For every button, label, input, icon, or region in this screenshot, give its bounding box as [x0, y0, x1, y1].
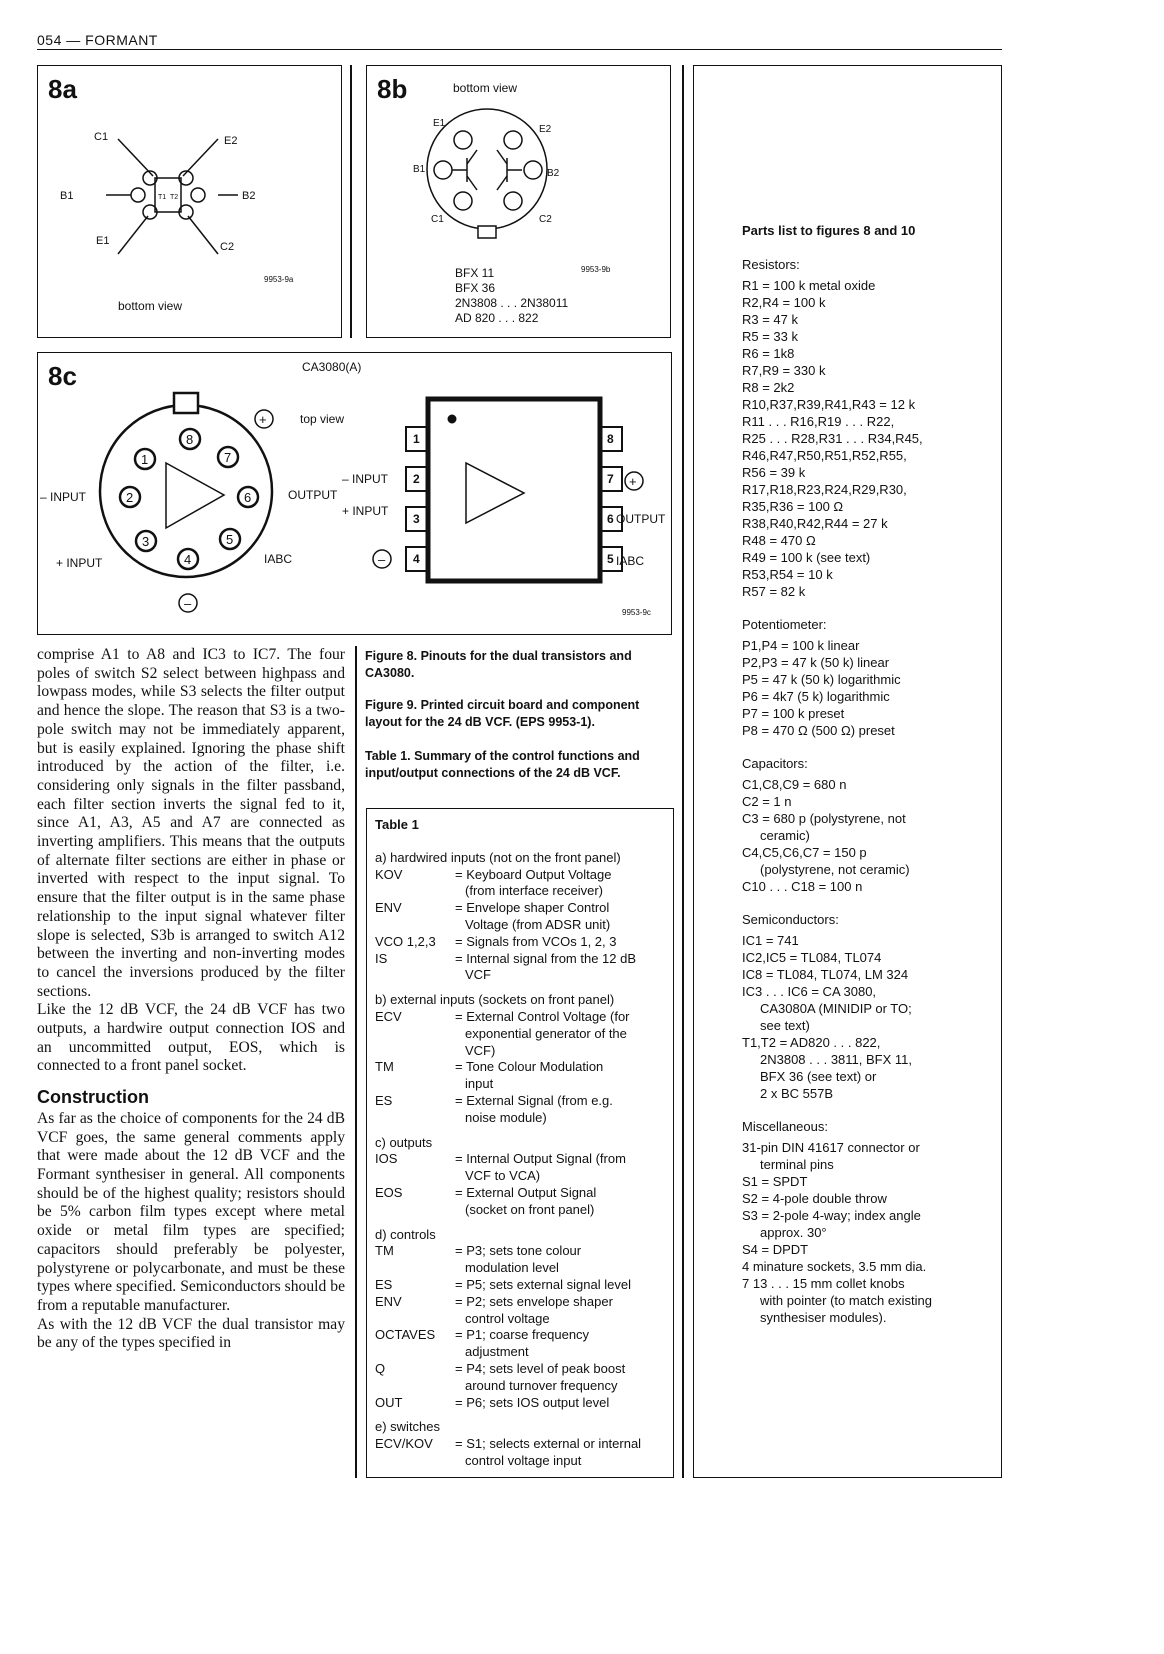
table-section-heading: d) controls: [375, 1226, 436, 1242]
parts-item: IC3 . . . IC6 = CA 3080, CA3080A (MINIDIP or TO; see text): [742, 984, 912, 1033]
parts-item: P5 = 47 k (50 k) logarithmic: [742, 672, 901, 687]
parts-group-heading: Capacitors:: [742, 756, 808, 771]
table-row: [375, 934, 665, 951]
table-row-key: ES: [375, 1276, 393, 1292]
parts-item: R17,R18,R23,R24,R29,R30,: [742, 482, 907, 497]
type-list-item: AD 820 . . . 822: [455, 311, 539, 325]
parts-item: 7 13 . . . 15 mm collet knobs with pointer (to match existing synthesiser modules).: [742, 1276, 932, 1325]
parts-item: R48 = 470 Ω: [742, 533, 816, 548]
table-section: [375, 992, 665, 1126]
parts-group-heading: Potentiometer:: [742, 617, 827, 632]
table-row-value: = Keyboard Output Voltage (from interface receiver): [455, 866, 612, 899]
dip-plus-input-label: + INPUT: [342, 504, 389, 518]
figure-code: 9953-9c: [622, 608, 651, 617]
parts-group-heading: Miscellaneous:: [742, 1119, 828, 1134]
table-row-value: = Internal signal from the 12 dB VCF: [455, 950, 637, 983]
table-row-key: ENV: [375, 900, 402, 916]
table-row: [375, 1395, 665, 1412]
parts-group-heading: Resistors:: [742, 257, 800, 272]
table-row-value: = S1; selects external or internal control voltage input: [455, 1436, 642, 1468]
pin-e2-label: E2: [224, 135, 238, 147]
pin-number: 8: [186, 432, 194, 447]
parts-group: [742, 911, 1002, 1102]
parts-item: R6 = 1k8: [742, 346, 795, 361]
dip-pin-number: 8: [607, 432, 614, 446]
parts-item: S4 = DPDT: [742, 1242, 809, 1257]
dip-iabc-label: IABC: [616, 554, 645, 568]
plus-sign: +: [629, 474, 637, 489]
table-row-value: = Envelope shaper Control Voltage (from ADSR unit): [455, 900, 611, 932]
table-row-value: = P5; sets external signal level: [455, 1276, 631, 1292]
parts-item: R1 = 100 k metal oxide: [742, 278, 876, 293]
parts-item: R38,R40,R42,R44 = 27 k: [742, 516, 888, 531]
figure-code: 9953-9a: [264, 275, 294, 284]
pin-number: 1: [141, 452, 149, 467]
table-row: [375, 1327, 665, 1361]
table-row-value: = P2; sets envelope shaper control voltage: [455, 1293, 613, 1326]
figure-8-caption: Figure 8. Pinouts for the dual transistors and CA3080.: [365, 649, 632, 680]
parts-item: R49 = 100 k (see text): [742, 550, 871, 565]
table-row-key: EOS: [375, 1184, 403, 1200]
figure-8a-drawing: [38, 66, 340, 336]
article-body: [37, 646, 345, 1353]
view-label: bottom view: [453, 81, 518, 95]
plus-sign: +: [259, 412, 267, 427]
page-header: 054 — FORMANT: [37, 32, 158, 48]
table-row-key: TM: [375, 1243, 394, 1259]
table-section: [375, 1419, 665, 1469]
pin-e1-label: E1: [96, 235, 110, 247]
paragraph: As far as the choice of components for the 24 dB VCF goes, the same general comments apply that were made about the 12 dB VCF and the Formant synthesiser in general. All components should be of the highest quality; resistors should be 5% carbon film types except where metal oxide or metal film types are specified; capacitors should preferably be polyester, polystyrene or polycarbonate, and must be these types where specified. Semiconductors should be from a reputable manufacturer.: [37, 1109, 345, 1314]
dip-pin-number: 5: [607, 552, 614, 566]
type-list-item: BFX 11: [455, 266, 495, 280]
parts-item: P8 = 470 Ω (500 Ω) preset: [742, 723, 895, 738]
type-list-item: 2N3808 . . . 2N38011: [455, 296, 569, 310]
minus-sign: –: [184, 596, 192, 611]
pin-e1-label: E1: [433, 118, 446, 129]
column-divider: [350, 65, 352, 338]
dip-pin-number: 4: [413, 552, 420, 566]
table-row: [375, 1436, 665, 1470]
table-row: [375, 1151, 665, 1185]
table-row-value: = External Control Voltage (for exponential generator of the VCF): [455, 1008, 630, 1058]
parts-item: S3 = 2-pole 4-way; index angle approx. 30°: [742, 1208, 921, 1240]
pin-number: 7: [224, 450, 232, 465]
parts-item: 31-pin DIN 41617 connector or terminal pins: [742, 1140, 920, 1172]
parts-item: C4,C5,C6,C7 = 150 p (polystyrene, not ceramic): [742, 845, 910, 877]
table-row-key: ECV: [375, 1008, 402, 1024]
table-row-key: ENV: [375, 1293, 402, 1309]
table-row-value: = Tone Colour Modulation input: [455, 1059, 604, 1092]
section-heading: Construction: [37, 1087, 149, 1108]
parts-item: R10,R37,R39,R41,R43 = 12 k: [742, 397, 916, 412]
table-row-value: = P3; sets tone colour modulation level: [455, 1243, 582, 1276]
table-row-value: = External Output Signal (socket on front panel): [455, 1184, 597, 1217]
dip-pin-number: 3: [413, 512, 420, 526]
parts-list: [742, 222, 1002, 1342]
table-row: [375, 1059, 665, 1093]
dip-minus-input-label: – INPUT: [342, 472, 389, 486]
table-row-value: = External Signal (from e.g. noise module): [455, 1092, 613, 1125]
parts-item: R56 = 39 k: [742, 465, 806, 480]
minus-sign: –: [378, 552, 386, 567]
parts-item: C1,C8,C9 = 680 n: [742, 777, 847, 792]
parts-item: P6 = 4k7 (5 k) logarithmic: [742, 689, 890, 704]
pin-number: 6: [244, 490, 252, 505]
parts-item: IC8 = TL084, TL074, LM 324: [742, 967, 909, 982]
parts-item: R57 = 82 k: [742, 584, 806, 599]
pin-number: 3: [142, 534, 150, 549]
dip-pin-number: 1: [413, 432, 420, 446]
figure-label: 8b: [377, 74, 408, 104]
table-section-heading: a) hardwired inputs (not on the front panel): [375, 849, 621, 865]
figure-8a: [37, 65, 342, 338]
parts-item: P2,P3 = 47 k (50 k) linear: [742, 655, 890, 670]
table-row-key: IS: [375, 950, 388, 966]
figure-9-caption: Figure 9. Printed circuit board and component layout for the 24 dB VCF. (EPS 9953-1).: [365, 698, 640, 729]
type-list-item: BFX 36: [455, 281, 496, 295]
parts-item: R11 . . . R16,R19 . . . R22,: [742, 414, 895, 429]
view-label: bottom view: [118, 299, 183, 313]
table-row-key: KOV: [375, 866, 403, 882]
dip-pin-number: 2: [413, 472, 420, 486]
iabc-label: IABC: [264, 552, 293, 566]
parts-item: R2,R4 = 100 k: [742, 295, 826, 310]
t2-label: T2: [170, 194, 179, 201]
figure-8c-drawing: [38, 353, 670, 633]
table-row-key: OUT: [375, 1394, 403, 1410]
table-row-value: = P4; sets level of peak boost around turnover frequency: [455, 1360, 626, 1393]
parts-group-heading: Semiconductors:: [742, 912, 839, 927]
parts-item: S2 = 4-pole double throw: [742, 1191, 887, 1206]
pin-e2-label: E2: [539, 124, 552, 135]
parts-item: P1,P4 = 100 k linear: [742, 638, 860, 653]
table-row: [375, 1277, 665, 1294]
table-1-caption: Table 1. Summary of the control functions and input/output connections of the 24 dB VCF.: [365, 749, 640, 780]
parts-item: IC2,IC5 = TL084, TL074: [742, 950, 882, 965]
parts-item: R53,R54 = 10 k: [742, 567, 833, 582]
figure-8b-drawing: [367, 66, 669, 336]
table-row: [375, 867, 665, 901]
table-row: [375, 1361, 665, 1395]
figure-label: 8c: [48, 361, 77, 391]
table-row-key: IOS: [375, 1151, 398, 1167]
header-rule: [37, 49, 1002, 50]
table-row: [375, 900, 665, 934]
minidip-package: [406, 399, 622, 581]
parts-item: C3 = 680 p (polystyrene, not ceramic): [742, 811, 906, 843]
table-row-value: = Internal Output Signal (from VCF to VCA): [455, 1151, 626, 1184]
table-row: [375, 1243, 665, 1277]
column-divider: [355, 646, 357, 1478]
parts-group: [742, 755, 1002, 895]
pin-c1-label: C1: [431, 214, 444, 225]
pin-c2-label: C2: [539, 214, 552, 225]
figure-code: 9953-9b: [581, 265, 611, 274]
parts-group: [742, 616, 1002, 739]
parts-item: IC1 = 741: [742, 933, 799, 948]
figure-label: 8a: [48, 74, 77, 104]
parts-item: R25 . . . R28,R31 . . . R34,R45,: [742, 431, 923, 446]
t1-label: T1: [158, 194, 167, 201]
table-section: [375, 1135, 665, 1219]
chip-name: CA3080(A): [302, 360, 362, 374]
table-row: [375, 1009, 665, 1059]
paragraph: Like the 12 dB VCF, the 24 dB VCF has two outputs, a hardwire output connection IOS and an uncommitted output, EOS, which is connected to a front panel socket.: [37, 1001, 345, 1075]
figure-8b: [366, 65, 671, 338]
table-section-heading: c) outputs: [375, 1134, 433, 1150]
table-row: [375, 1294, 665, 1328]
paragraph: As with the 12 dB VCF the dual transistor may be any of the types specified in: [37, 1315, 345, 1352]
table-row-value: = P6; sets IOS output level: [455, 1394, 610, 1410]
parts-group: [742, 1118, 1002, 1326]
parts-list-title: Parts list to figures 8 and 10: [742, 223, 916, 238]
table-row-key: TM: [375, 1059, 394, 1075]
pin-b1-label: B1: [60, 190, 74, 202]
paragraph: comprise A1 to A8 and IC3 to IC7. The four poles of switch S2 select between highpass and lowpass modes, while S3 selects the filter output and hence the slope. The reason that S3 is a two-pole switch may not be immediately apparent, but is easily explained. Ignoring the phase shift introduced by the action of the filter, i.e. considering only signals in the filter passband, each filter section inverts the signal fed to it, since A1, A3, A5 and A7 are connected as inverting amplifiers. This means that the outputs of alternate filter sections are either in phase or inverted with respect to the input signal. To ensure that the filter output is in the same phase relationship to the input signal whatever filter slope is selected, S3b is arranged to switch A12 between the inverting and non-inverting modes to cancel the inversions produced by the filter sections.: [37, 646, 345, 1000]
parts-item: C2 = 1 n: [742, 794, 792, 809]
table-section: [375, 850, 665, 984]
parts-item: T1,T2 = AD820 . . . 822, 2N3808 . . . 3811, BFX 11, BFX 36 (see text) or 2 x BC 557B: [742, 1035, 913, 1101]
dip-output-label: OUTPUT: [616, 512, 666, 526]
pin-number: 5: [226, 532, 234, 547]
to-package-pinout: [100, 393, 272, 577]
table-row-key: OCTAVES: [375, 1327, 436, 1343]
table-section-heading: e) switches: [375, 1419, 441, 1435]
pin-b2-label: B2: [242, 190, 256, 202]
pin-c2-label: C2: [220, 241, 235, 253]
pin-b2-label: B2: [547, 168, 560, 179]
table-row-key: Q: [375, 1360, 386, 1376]
table-row-key: ECV/KOV: [375, 1436, 433, 1452]
table-row-key: VCO 1,2,3: [375, 933, 436, 949]
table-row: [375, 1093, 665, 1127]
minus-input-label: – INPUT: [40, 490, 87, 504]
figure-8c: [37, 352, 672, 635]
pin-number: 2: [126, 490, 134, 505]
plus-input-label: + INPUT: [56, 556, 103, 570]
pin-c1-label: C1: [94, 131, 109, 143]
parts-item: R8 = 2k2: [742, 380, 795, 395]
table-row-key: ES: [375, 1092, 393, 1108]
parts-item: 4 minature sockets, 3.5 mm dia.: [742, 1259, 927, 1274]
table-title: Table 1: [375, 817, 419, 832]
parts-item: C10 . . . C18 = 100 n: [742, 879, 863, 894]
pin-number: 4: [184, 552, 192, 567]
parts-item: P7 = 100 k preset: [742, 706, 845, 721]
parts-item: R3 = 47 k: [742, 312, 799, 327]
output-label: OUTPUT: [288, 488, 338, 502]
parts-item: R7,R9 = 330 k: [742, 363, 826, 378]
view-label: top view: [300, 412, 345, 426]
table-row: [375, 1185, 665, 1219]
table-row: [375, 951, 665, 985]
parts-item: R46,R47,R50,R51,R52,R55,: [742, 448, 907, 463]
parts-item: R5 = 33 k: [742, 329, 799, 344]
dip-pin-number: 7: [607, 472, 614, 486]
table-row-value: = P1; coarse frequency adjustment: [455, 1327, 590, 1360]
table-section: [375, 1227, 665, 1412]
dip-pin-number: 6: [607, 512, 614, 526]
parts-item: S1 = SPDT: [742, 1174, 808, 1189]
table-1: [366, 808, 674, 1478]
table-row-value: = Signals from VCOs 1, 2, 3: [455, 933, 617, 949]
parts-item: R35,R36 = 100 Ω: [742, 499, 844, 514]
parts-group: [742, 256, 1002, 600]
pin-b1-label: B1: [413, 164, 426, 175]
column-divider: [682, 65, 684, 1478]
table-section-heading: b) external inputs (sockets on front panel): [375, 992, 615, 1008]
